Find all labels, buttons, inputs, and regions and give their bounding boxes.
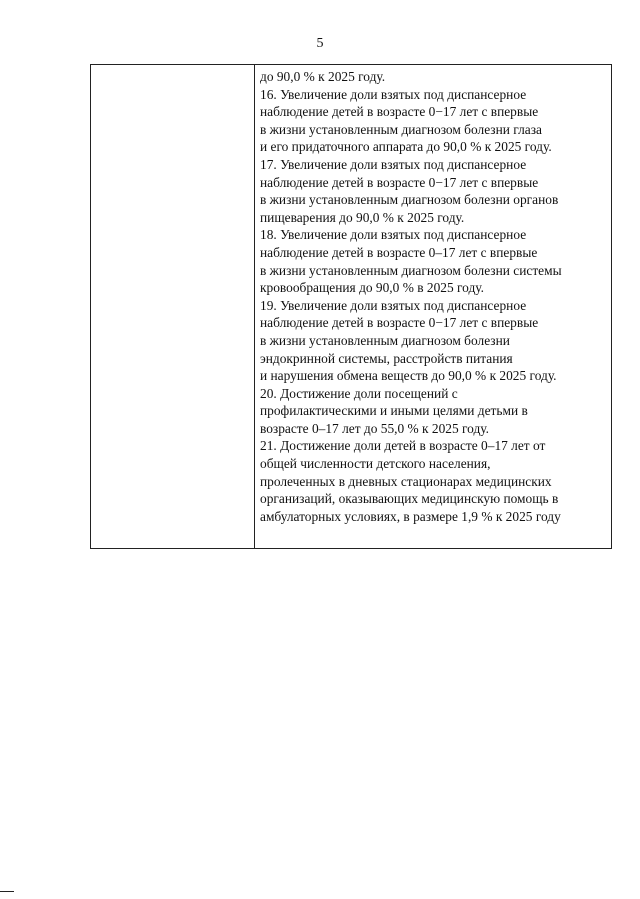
text-line: в жизни установленным диагнозом болезни глаза xyxy=(260,121,542,137)
text-line: пищеварения до 90,0 % к 2025 году. xyxy=(260,209,465,225)
text-line: 18. Увеличение доли взятых под диспансерное xyxy=(260,227,527,243)
text-line: 20. Достижение доли посещений с xyxy=(260,385,458,401)
text-line: амбулаторных условиях, в размере 1,9 % к 2025 году xyxy=(260,508,561,524)
text-line: 21. Достижение доли детей в возрасте 0–17 лет от xyxy=(260,438,546,454)
page-edge-mark xyxy=(0,891,14,892)
text-line: в жизни установленным диагнозом болезни xyxy=(260,332,510,348)
table-left-cell xyxy=(91,65,254,548)
page-number: 5 xyxy=(316,36,324,51)
text-line: организаций, оказывающих медицинскую помощь в xyxy=(260,491,559,507)
text-line: в жизни установленным диагнозом болезни органов xyxy=(260,192,559,208)
text-line: 16. Увеличение доли взятых под диспансерное xyxy=(260,86,527,102)
text-line: наблюдение детей в возрасте 0−17 лет с впервые xyxy=(260,174,539,190)
text-line: и нарушения обмена веществ до 90,0 % к 2025 году. xyxy=(260,368,557,384)
text-line: пролеченных в дневных стационарах медицинских xyxy=(260,473,552,489)
text-line: общей численности детского населения, xyxy=(260,456,491,472)
text-line: 17. Увеличение доли взятых под диспансерное xyxy=(260,156,527,172)
text-line: эндокринной системы, расстройств питания xyxy=(260,350,513,366)
table-column-divider xyxy=(254,65,255,548)
text-line: наблюдение детей в возрасте 0−17 лет с впервые xyxy=(260,104,539,120)
document-table xyxy=(90,64,612,549)
text-line: кровообращения до 90,0 % в 2025 году. xyxy=(260,280,484,296)
text-line: наблюдение детей в возрасте 0–17 лет с впервые xyxy=(260,244,538,260)
text-line: профилактическими и иными целями детьми в xyxy=(260,403,528,419)
text-line: 19. Увеличение доли взятых под диспансерное xyxy=(260,297,527,313)
text-line: и его придаточного аппарата до 90,0 % к 2025 году. xyxy=(260,139,552,155)
text-line: до 90,0 % к 2025 году. xyxy=(260,69,386,84)
text-line: возрасте 0–17 лет до 55,0 % к 2025 году. xyxy=(260,420,489,436)
table-right-cell xyxy=(260,68,610,525)
text-line: в жизни установленным диагнозом болезни системы xyxy=(260,262,562,278)
text-line: наблюдение детей в возрасте 0−17 лет с впервые xyxy=(260,315,539,331)
